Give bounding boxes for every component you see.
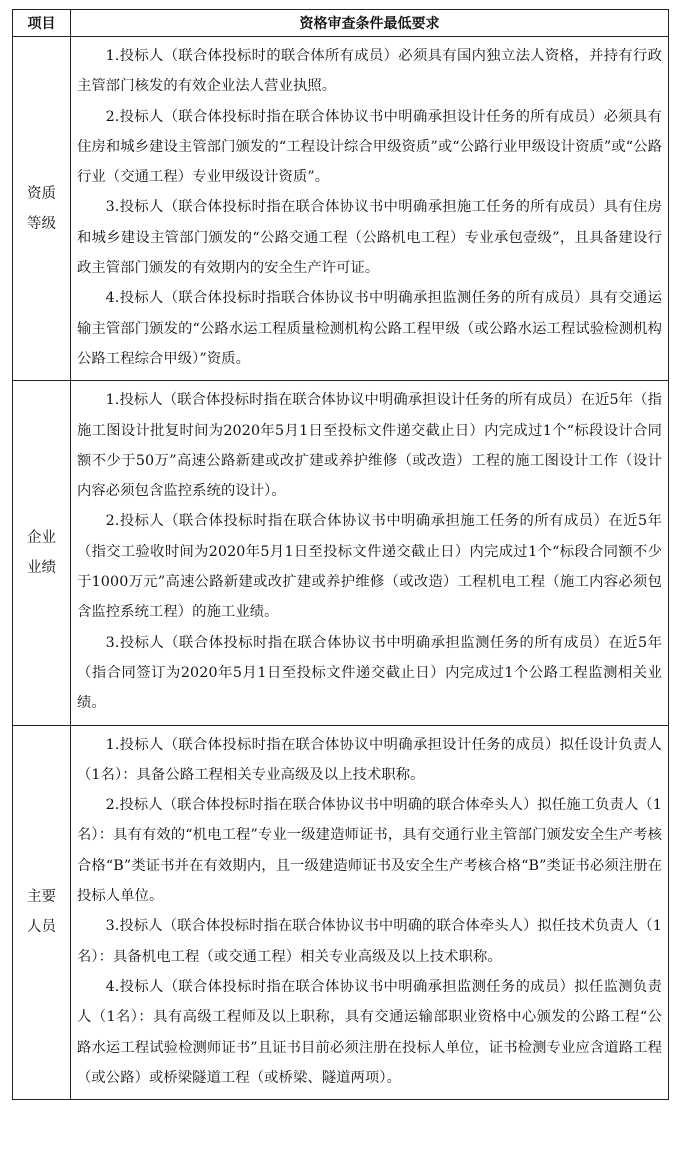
- qualification-table: [12, 9, 669, 1100]
- item-label-line2: 人员: [27, 919, 56, 936]
- requirements-cell-performance: [71, 381, 669, 725]
- requirements-cell-qualification: [71, 37, 669, 381]
- item-cell-performance: [13, 381, 71, 725]
- item-cell-personnel: [13, 725, 71, 1100]
- requirement-paragraph: 3.投标人（联合体投标时指在联合体协议书中明确的联合体牵头人）拟任技术负责人（1名）：具备机电工程（或交通工程）相关专业高级及以上技术职称。: [77, 918, 662, 965]
- requirement-paragraph: 2.投标人（联合体投标时指在联合体协议书中明确承担施工任务的所有成员）在近5年（指交工验收时间为2020年5月1日至投标文件递交截止日）内完成过1个“标段合同额不少于1000万元”高速公路新建或改扩建或养护维修（或改造）工程机电工程（施工内容必须包含监控系统工程）的施工业绩。: [77, 513, 662, 621]
- requirement-paragraph: 3.投标人（联合体投标时指在联合体协议书中明确承担监测任务的所有成员）在近5年（指合同签订为2020年5月1日至投标文件递交截止日）内完成过1个公路工程监测相关业绩。: [77, 634, 662, 712]
- requirement-paragraph: 1.投标人（联合体投标时指在联合体协议中明确承担设计任务的所有成员）在近5年（指施工图设计批复时间为2020年5月1日至投标文件递交截止日）内完成过1个“标段设计合同额不少于50万”高速公路新建或改扩建或养护维修（或改造）工程的施工图设计工作（设计内容必须包含监控系统的设计）。: [77, 392, 662, 500]
- item-label-line1: 主要: [27, 889, 56, 906]
- requirement-paragraph: 2.投标人（联合体投标时指在联合体协议书中明确承担设计任务的所有成员）必须具有住房和城乡建设主管部门颁发的“工程设计综合甲级资质”或“公路行业甲级设计资质”或“公路行业（交通工程）专业甲级设计资质”。: [77, 108, 662, 186]
- requirement-paragraph: 4.投标人（联合体投标时指在联合体协议书中明确承担监测任务的成员）拟任监测负责人（1名）：具有高级工程师及以上职称，具有交通运输部职业资格中心颁发的公路工程“公路水运工程试验检测师证书”且证书目前必须注册在投标人单位，证书检测专业应含道路工程（或公路）或桥梁隧道工程（或桥梁、隧道两项）。: [77, 978, 662, 1086]
- header-item: 项目: [13, 10, 71, 37]
- requirements-cell-personnel: [71, 725, 669, 1100]
- requirement-paragraph: 4.投标人（联合体投标时指联合体协议书中明确承担监测任务的所有成员）具有交通运输主管部门颁发的“公路水运工程质量检测机构公路工程甲级（或公路水运工程试验检测机构公路工程综合甲级）”资质。: [77, 290, 662, 367]
- table-header-row: [13, 10, 669, 37]
- requirement-paragraph: 3.投标人（联合体投标时指在联合体协议书中明确承担施工任务的所有成员）具有住房和城乡建设主管部门颁发的“公路交通工程（公路机电工程）专业承包壹级”，且具备建设行政主管部门颁发的有效期内的安全生产许可证。: [77, 199, 662, 277]
- item-label-line2: 业绩: [27, 559, 56, 576]
- requirement-paragraph: 1.投标人（联合体投标时的联合体所有成员）必须具有国内独立法人资格，并持有行政主管部门核发的有效企业法人营业执照。: [77, 48, 662, 95]
- qualification-table-container: [12, 9, 668, 1100]
- row-qualification-level: [13, 37, 669, 381]
- item-label-line1: 企业: [27, 529, 56, 546]
- row-company-performance: [13, 381, 669, 725]
- item-label-line2: 等级: [27, 215, 56, 232]
- item-label-line1: 资质: [27, 185, 56, 202]
- requirement-paragraph: 2.投标人（联合体投标时指在联合体协议书中明确的联合体牵头人）拟任施工负责人（1名）：具有有效的“机电工程”专业一级建造师证书，具有交通行业主管部门颁发安全生产考核合格“B”类证书并在有效期内，且一级建造师证书及安全生产考核合格“B”类证书必须注册在投标人单位。: [77, 797, 662, 905]
- header-requirements: 资格审查条件最低要求: [71, 10, 669, 37]
- item-cell-qualification: [13, 37, 71, 381]
- requirement-paragraph: 1.投标人（联合体投标时指在联合体协议中明确承担设计任务的成员）拟任设计负责人（1名）：具备公路工程相关专业高级及以上技术职称。: [77, 736, 662, 783]
- row-key-personnel: [13, 725, 669, 1100]
